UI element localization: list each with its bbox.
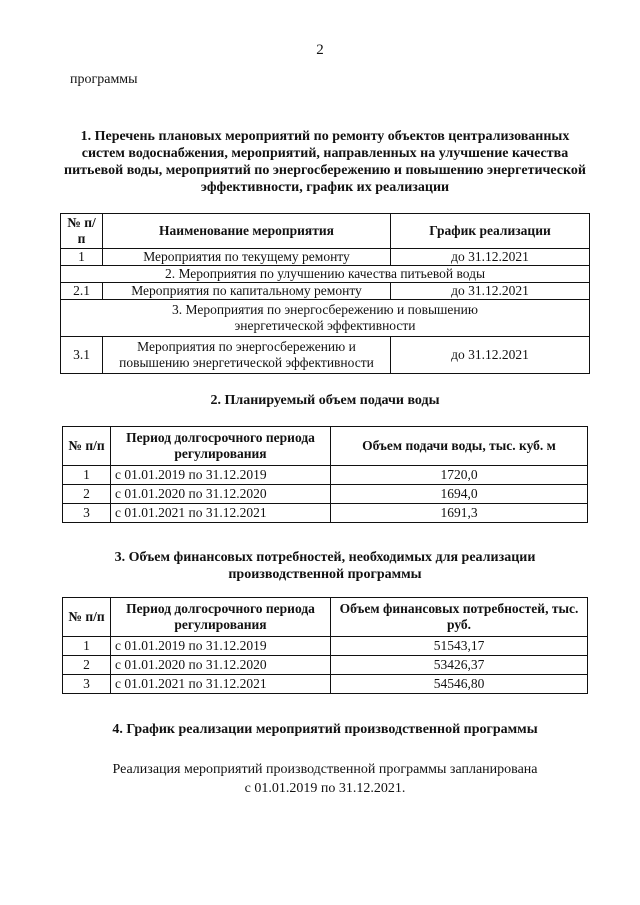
row-number: 1 xyxy=(63,466,111,485)
period-value: с 01.01.2021 по 31.12.2021 xyxy=(111,675,331,694)
volume-value: 1691,3 xyxy=(331,504,588,523)
group-row xyxy=(61,266,590,283)
section1-heading: 1. Перечень плановых мероприятий по ремонту объектов централизованных систем водоснабжения, мероприятий, направленных на улучшение качества питьевой воды, мероприятий по энергосбережению и повышению энергетической эффективности, график их реализации xyxy=(64,129,586,195)
financial-needs-table xyxy=(62,597,588,694)
col-need-header: Объем финансовых потребностей, тыс. руб. xyxy=(331,598,588,637)
table-row xyxy=(63,637,588,656)
schedule-value: до 31.12.2021 xyxy=(391,283,590,300)
col-number-header: № п/п xyxy=(63,598,111,637)
page-number: 2 xyxy=(316,42,324,58)
table-row xyxy=(63,504,588,523)
col-name-header: Наименование мероприятия xyxy=(103,214,391,249)
activity-name: Мероприятия по текущему ремонту xyxy=(103,249,391,266)
water-volume-table xyxy=(62,426,588,523)
table-header-row xyxy=(63,598,588,637)
table-header-row xyxy=(61,214,590,249)
table-row xyxy=(61,249,590,266)
row-number: 1 xyxy=(61,249,103,266)
table-row xyxy=(63,656,588,675)
group-row xyxy=(61,300,590,337)
row-number: 2.1 xyxy=(61,283,103,300)
row-number: 3 xyxy=(63,504,111,523)
group-title: 3. Мероприятия по энергосбережению и повышению энергетической эффективности xyxy=(61,300,590,337)
activity-name: Мероприятия по капитальному ремонту xyxy=(103,283,391,300)
schedule-value: до 31.12.2021 xyxy=(391,249,590,266)
intro-text: программы xyxy=(70,72,138,87)
col-period-header: Период долгосрочного периода регулирования xyxy=(111,427,331,466)
period-value: с 01.01.2020 по 31.12.2020 xyxy=(111,656,331,675)
section4-heading: 4. График реализации мероприятий производственной программы xyxy=(112,722,538,737)
schedule-paragraph: Реализация мероприятий производственной программы запланирована с 01.01.2019 по 31.12.2021. xyxy=(112,762,538,796)
table-row xyxy=(63,675,588,694)
table-row xyxy=(63,485,588,504)
col-volume-header: Объем подачи воды, тыс. куб. м xyxy=(331,427,588,466)
col-period-header: Период долгосрочного периода регулирования xyxy=(111,598,331,637)
table-row xyxy=(61,283,590,300)
row-number: 3.1 xyxy=(61,337,103,374)
col-number-header: № п/п xyxy=(61,214,103,249)
row-number: 2 xyxy=(63,656,111,675)
period-value: с 01.01.2019 по 31.12.2019 xyxy=(111,466,331,485)
activities-table xyxy=(60,213,590,374)
col-number-header: № п/п xyxy=(63,427,111,466)
period-value: с 01.01.2021 по 31.12.2021 xyxy=(111,504,331,523)
table-header-row xyxy=(63,427,588,466)
section3-heading: 3. Объем финансовых потребностей, необходимых для реализации производственной программы xyxy=(114,550,536,582)
period-value: с 01.01.2019 по 31.12.2019 xyxy=(111,637,331,656)
section2-heading: 2. Планируемый объем подачи воды xyxy=(210,393,440,408)
need-value: 51543,17 xyxy=(331,637,588,656)
group-title: 2. Мероприятия по улучшению качества питьевой воды xyxy=(61,266,590,283)
row-number: 1 xyxy=(63,637,111,656)
row-number: 3 xyxy=(63,675,111,694)
schedule-value: до 31.12.2021 xyxy=(391,337,590,374)
need-value: 53426,37 xyxy=(331,656,588,675)
period-value: с 01.01.2020 по 31.12.2020 xyxy=(111,485,331,504)
table-row xyxy=(63,466,588,485)
col-schedule-header: График реализации xyxy=(391,214,590,249)
activity-name: Мероприятия по энергосбережению и повышению энергетической эффективности xyxy=(103,337,391,374)
table-row xyxy=(61,337,590,374)
need-value: 54546,80 xyxy=(331,675,588,694)
volume-value: 1720,0 xyxy=(331,466,588,485)
volume-value: 1694,0 xyxy=(331,485,588,504)
row-number: 2 xyxy=(63,485,111,504)
